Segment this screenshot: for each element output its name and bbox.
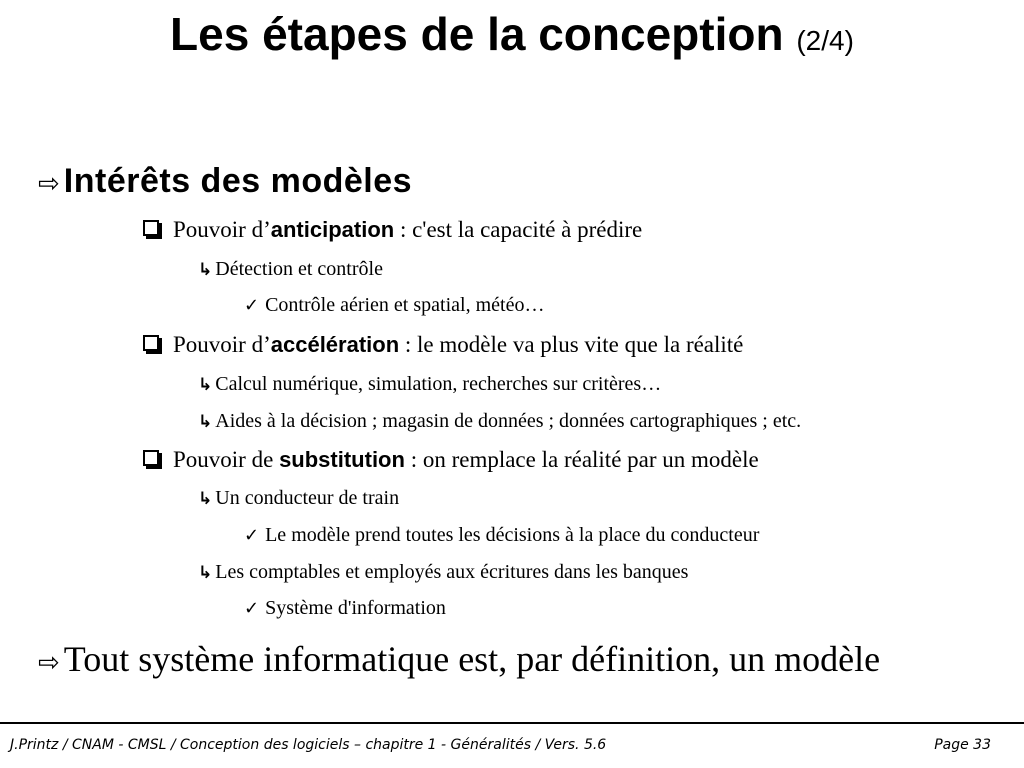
checkmark-icon: ✓ xyxy=(244,295,260,316)
list-subitem xyxy=(198,258,383,281)
checkbox-square-icon xyxy=(143,450,159,466)
checkbox-square-icon xyxy=(143,220,159,236)
list-subitem xyxy=(198,410,801,433)
outline-arrow-icon: ⇨ xyxy=(38,648,60,678)
closing-statement-text: Tout système informatique est, par définition, un modèle xyxy=(63,639,881,679)
item-prefix: Pouvoir d’ xyxy=(173,217,271,242)
outline-arrow-icon: ⇨ xyxy=(38,169,60,199)
list-subitem xyxy=(198,373,661,396)
list-detail xyxy=(244,597,446,620)
detail-text: Le modèle prend toutes les décisions à la place du conducteur xyxy=(265,524,760,546)
subitem-text: Aides à la décision ; magasin de données ; données cartographiques ; etc. xyxy=(215,410,802,432)
detail-text: Système d'information xyxy=(265,597,446,619)
bent-arrow-icon: ↳ xyxy=(198,412,213,432)
item-keyword: accélération xyxy=(270,332,400,357)
list-detail xyxy=(244,524,759,547)
item-keyword: substitution xyxy=(279,447,405,472)
section-heading xyxy=(38,162,412,201)
item-keyword: anticipation xyxy=(270,217,395,242)
title-page-indicator: (2/4) xyxy=(796,25,854,56)
page-number: Page 33 xyxy=(934,737,991,753)
list-item xyxy=(143,447,759,473)
bent-arrow-icon: ↳ xyxy=(198,260,213,280)
detail-text: Contrôle aérien et spatial, météo… xyxy=(265,294,545,316)
subitem-text: Calcul numérique, simulation, recherches sur critères… xyxy=(215,373,662,395)
bent-arrow-icon: ↳ xyxy=(198,489,213,509)
item-suffix: : on remplace la réalité par un modèle xyxy=(404,447,759,472)
item-prefix: Pouvoir d’ xyxy=(173,332,271,357)
list-subitem xyxy=(198,561,688,584)
checkmark-icon: ✓ xyxy=(244,525,260,546)
page-title xyxy=(0,6,1024,69)
footer-credits: J.Printz / CNAM - CMSL / Conception des logiciels – chapitre 1 - Généralités / Vers. 5.6 xyxy=(10,737,607,753)
section-heading-text: Intérêts des modèles xyxy=(63,162,413,200)
subitem-text: Un conducteur de train xyxy=(215,487,400,509)
list-detail xyxy=(244,294,544,317)
list-item xyxy=(143,217,642,243)
footer-divider xyxy=(0,722,1024,724)
bent-arrow-icon: ↳ xyxy=(198,375,213,395)
bent-arrow-icon: ↳ xyxy=(198,563,213,583)
title-text: Les étapes de la conception xyxy=(170,8,784,60)
list-subitem xyxy=(198,487,399,510)
checkbox-square-icon xyxy=(143,335,159,351)
item-suffix: : c'est la capacité à prédire xyxy=(394,217,643,242)
subitem-text: Les comptables et employés aux écritures dans les banques xyxy=(215,561,689,583)
closing-statement xyxy=(38,638,880,680)
item-prefix: Pouvoir de xyxy=(173,447,280,472)
list-item xyxy=(143,332,743,358)
subitem-text: Détection et contrôle xyxy=(215,258,383,280)
item-suffix: : le modèle va plus vite que la réalité xyxy=(399,332,744,357)
checkmark-icon: ✓ xyxy=(244,598,260,619)
